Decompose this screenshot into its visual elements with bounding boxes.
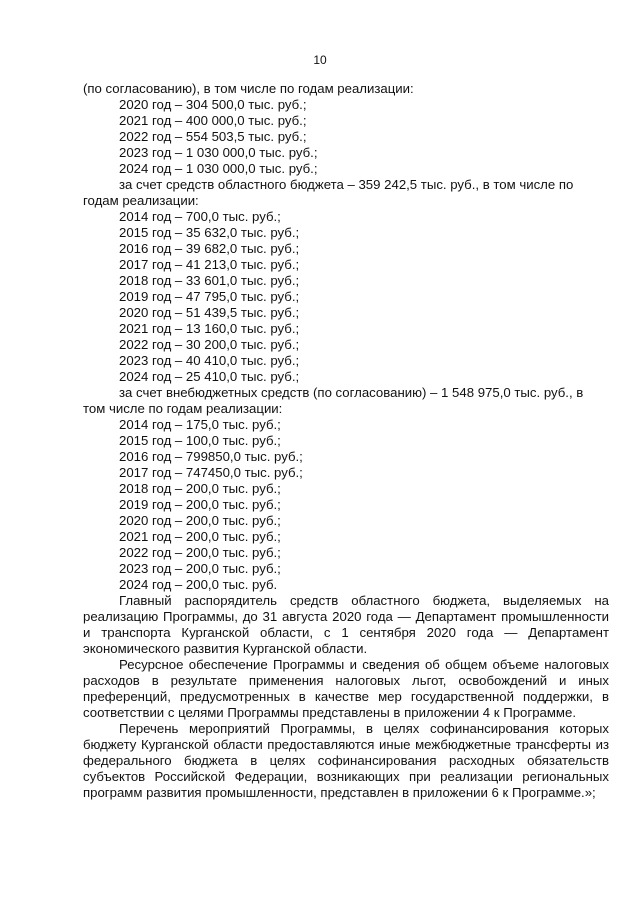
list-item: 2014 год – 175,0 тыс. руб.;	[119, 417, 281, 432]
list-item: 2018 год – 200,0 тыс. руб.;	[119, 481, 281, 496]
list-item: 2016 год – 39 682,0 тыс. руб.;	[119, 241, 300, 256]
list-item: 2022 год – 200,0 тыс. руб.;	[119, 545, 281, 560]
list-item: 2017 год – 747450,0 тыс. руб.;	[119, 465, 303, 480]
list-item: 2023 год – 40 410,0 тыс. руб.;	[119, 353, 300, 368]
list-item: 2024 год – 200,0 тыс. руб.	[119, 577, 278, 592]
list-item: 2021 год – 13 160,0 тыс. руб.;	[119, 321, 300, 336]
extrabudget-line: за счет внебюджетных средств (по согласованию) – 1 548 975,0 тыс. руб., в	[119, 385, 584, 400]
list-item: 2015 год – 100,0 тыс. руб.;	[119, 433, 281, 448]
extrabudget-years-list	[83, 417, 609, 593]
list-item: 2020 год – 304 500,0 тыс. руб.;	[119, 97, 307, 112]
list-item: 2020 год – 200,0 тыс. руб.;	[119, 513, 281, 528]
list-item: 2021 год – 400 000,0 тыс. руб.;	[119, 113, 307, 128]
list-item: 2022 год – 30 200,0 тыс. руб.;	[119, 337, 300, 352]
list-item: 2015 год – 35 632,0 тыс. руб.;	[119, 225, 300, 240]
list-item: 2019 год – 200,0 тыс. руб.;	[119, 497, 281, 512]
regional-years-list	[83, 209, 609, 385]
list-item: 2024 год – 25 410,0 тыс. руб.;	[119, 369, 300, 384]
list-item: 2018 год – 33 601,0 тыс. руб.;	[119, 273, 300, 288]
paragraph-budget-manager: Главный распорядитель средств областного бюджета, выделяемых на реализацию Программы, до 31 августа 2020 года — Департамент промышленности и транспорта Курганской области, с 1 сентября 2020 года — Департамент экономического развития Курганской области.	[83, 593, 609, 656]
regional-budget-line: за счет средств областного бюджета – 359 242,5 тыс. руб., в том числе по	[119, 177, 574, 192]
intro-line: (по согласованию), в том числе по годам реализации:	[83, 81, 414, 96]
extrabudget-line-continued: том числе по годам реализации:	[83, 401, 283, 416]
regional-budget-line-continued: годам реализации:	[83, 193, 199, 208]
list-item: 2022 год – 554 503,5 тыс. руб.;	[119, 129, 307, 144]
list-item: 2014 год – 700,0 тыс. руб.;	[119, 209, 281, 224]
federal-years-list	[83, 97, 609, 177]
paragraph-resource-support: Ресурсное обеспечение Программы и сведения об общем объеме налоговых расходов в результате применения налоговых льгот, освобождений и иных преференций, предусмотренных в качестве мер государственной поддержки, в соответствии с целями Программы представлены в приложении 4 к Программе.	[83, 657, 609, 720]
list-item: 2023 год – 1 030 000,0 тыс. руб.;	[119, 145, 318, 160]
list-item: 2021 год – 200,0 тыс. руб.;	[119, 529, 281, 544]
list-item: 2023 год – 200,0 тыс. руб.;	[119, 561, 281, 576]
list-item: 2020 год – 51 439,5 тыс. руб.;	[119, 305, 300, 320]
document-body	[83, 81, 609, 801]
page-number: 10	[313, 53, 327, 67]
list-item: 2016 год – 799850,0 тыс. руб.;	[119, 449, 303, 464]
paragraph-program-measures: Перечень мероприятий Программы, в целях софинансирования которых бюджету Курганской области предоставляются иные межбюджетные трансферты из федерального бюджета в целях софинансирования расходных обязательств субъектов Российской Федерации, возникающих при реализации региональных программ развития промышленности, представлен в приложении 6 к Программе.»;	[83, 721, 609, 800]
list-item: 2019 год – 47 795,0 тыс. руб.;	[119, 289, 300, 304]
list-item: 2024 год – 1 030 000,0 тыс. руб.;	[119, 161, 318, 176]
list-item: 2017 год – 41 213,0 тыс. руб.;	[119, 257, 300, 272]
